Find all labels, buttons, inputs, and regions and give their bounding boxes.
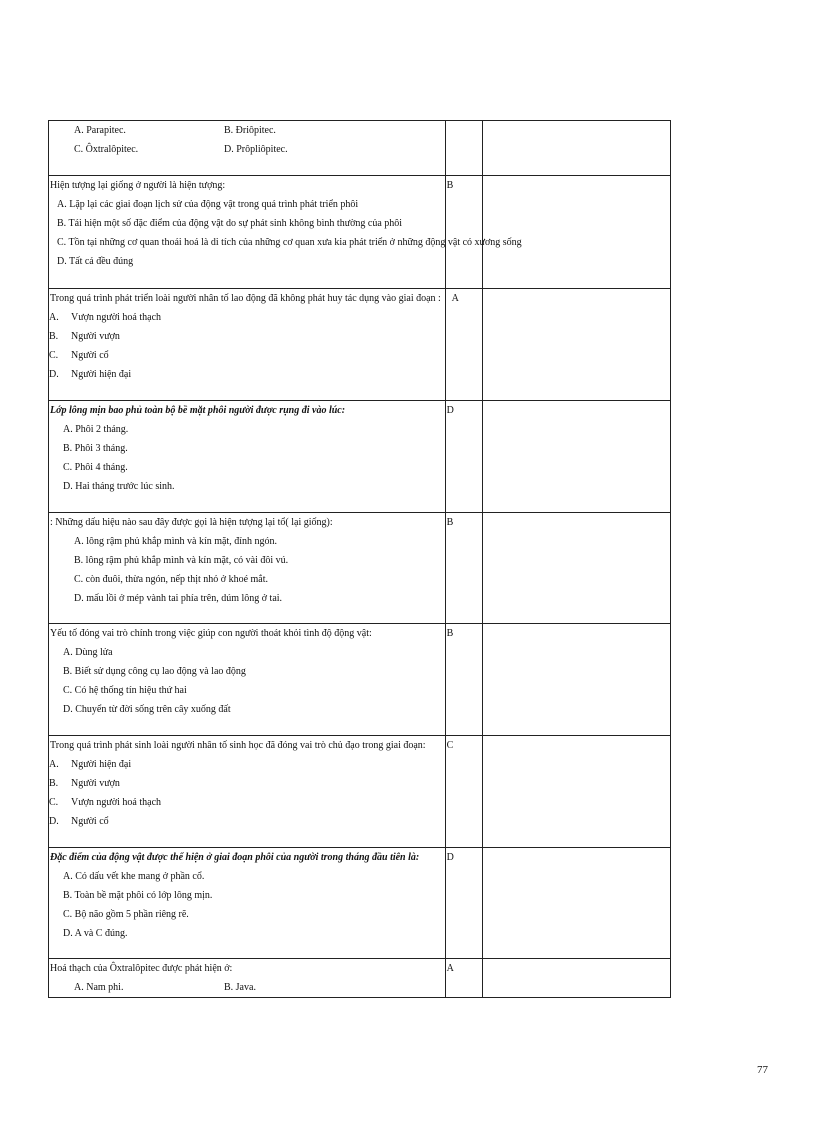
note-cell — [482, 624, 670, 736]
question-cell — [49, 121, 446, 176]
option: B. Người vượn — [49, 778, 120, 789]
note-cell — [482, 513, 670, 624]
option: A. Phôi 2 tháng. — [63, 424, 129, 435]
question-cell — [49, 736, 446, 848]
note-cell — [482, 289, 670, 401]
answer-cell — [445, 176, 482, 289]
answer-letter: B — [446, 628, 454, 639]
question-cell — [49, 959, 446, 998]
option: A. Parapitec. — [74, 125, 126, 136]
question-cell — [49, 176, 522, 289]
answer-cell — [445, 401, 482, 513]
question-text: Yếu tố đóng vai trò chính trong việc giúp con người thoát khỏi tình độ động vật: — [50, 628, 372, 639]
page-number: 77 — [757, 1064, 768, 1076]
table-row — [49, 736, 671, 848]
table-row — [49, 513, 671, 624]
question-cell — [49, 848, 446, 959]
option: A. lông rậm phủ khắp mình và kín mặt, đính ngón. — [74, 536, 278, 547]
answer-letter: C — [446, 740, 454, 751]
question-cell — [49, 401, 446, 513]
option: A. Người hiện đại — [49, 759, 132, 770]
option: B. Tái hiện một số đặc điểm của động vật do sự phát sinh không bình thường của phôi — [57, 218, 403, 229]
option: D. Tất cả đều đúng — [57, 256, 134, 267]
note-cell — [482, 848, 670, 959]
option: D. Người cổ — [49, 816, 109, 827]
answer-letter: D — [446, 852, 454, 863]
table-row — [49, 959, 671, 998]
option: A. Có dấu vết khe mang ở phần cổ. — [63, 871, 205, 882]
option: B. Biết sử dụng công cụ lao động và lao động — [63, 666, 246, 677]
option: D. mấu lồi ở mép vành tai phía trên, dúm lông ở tai. — [74, 593, 283, 604]
answer-letter: D — [446, 405, 454, 416]
question-cell — [49, 513, 446, 624]
answer-letter: B — [446, 517, 454, 528]
question-text: Đặc điểm của động vật được thể hiện ở giai đoạn phôi của người trong tháng đầu tiên là: — [50, 852, 420, 863]
question-text: Trong quá trình phát sinh loài người nhân tố sinh học đã đóng vai trò chủ đạo trong giai đoạn: — [50, 740, 426, 751]
option: C. Vượn người hoá thạch — [49, 797, 162, 808]
option: B. lông rậm phủ khắp mình và kín mặt, có vài đôi vú. — [74, 555, 289, 566]
option: A. Nam phi. — [74, 982, 124, 993]
question-cell — [49, 624, 446, 736]
option: A. Lặp lại các giai đoạn lịch sử của động vật trong quá trình phát triển phôi — [57, 199, 359, 210]
answer-cell — [445, 959, 482, 998]
option: C. còn đuôi, thừa ngón, nếp thịt nhỏ ở khoé mắt. — [74, 574, 269, 585]
question-text: Hiện tượng lại giống ở người là hiện tượng: — [50, 180, 226, 191]
question-text: Hoá thạch của Ôxtralôpitec được phát hiện ở: — [50, 963, 233, 974]
answer-cell — [445, 513, 482, 624]
answer-cell — [445, 736, 482, 848]
option-row — [49, 978, 445, 997]
answer-cell — [445, 121, 482, 176]
option: D. A và C đúng. — [63, 928, 128, 939]
option: B. Đriôpitec. — [224, 125, 276, 136]
table-row — [49, 289, 671, 401]
option: C. Bộ não gồm 5 phần riêng rẽ. — [63, 909, 189, 920]
option: B. Java. — [224, 982, 256, 993]
option: C. Người cổ — [49, 350, 109, 361]
answer-cell — [445, 848, 482, 959]
question-text: : Những dấu hiệu nào sau đây được gọi là hiện tượng lại tổ( lại giống): — [50, 517, 333, 528]
table-row — [49, 624, 671, 736]
option: D. Chuyển từ đời sống trên cây xuống đất — [63, 704, 231, 715]
table-row — [49, 401, 671, 513]
answer-letter: B — [446, 180, 454, 191]
question-cell — [49, 289, 446, 401]
note-cell — [482, 401, 670, 513]
question-table — [48, 120, 671, 998]
option: C. Phôi 4 tháng. — [63, 462, 128, 473]
table-row — [49, 848, 671, 959]
answer-letter: A — [451, 293, 459, 304]
option: C. Có hệ thống tín hiệu thứ hai — [63, 685, 187, 696]
option: A. Vượn người hoá thạch — [49, 312, 162, 323]
option: C. Ôxtralôpitec. — [74, 144, 139, 155]
answer-letter — [446, 125, 447, 136]
option: D. Người hiện đại — [49, 369, 132, 380]
question-text: Trong quá trình phát triển loài người nhân tố lao động đã không phát huy tác dụng vào giai đoạn : — [50, 293, 441, 304]
note-cell — [482, 121, 670, 176]
option: D. Prôpliôpitec. — [224, 144, 288, 155]
table-row — [49, 121, 671, 176]
note-cell — [482, 176, 670, 289]
option: B. Phôi 3 tháng. — [63, 443, 128, 454]
option-row — [49, 140, 445, 159]
answer-cell — [445, 624, 482, 736]
option: C. Tồn tại những cơ quan thoái hoá là di tích của những cơ quan xưa kia phát triển ở những động vật có xương sống — [57, 237, 522, 248]
note-cell — [482, 959, 670, 998]
option: A. Dùng lửa — [63, 647, 113, 658]
question-text: Lớp lông mịn bao phủ toàn bộ bề mặt phôi người được rụng đi vào lúc: — [50, 405, 346, 416]
option: B. Người vượn — [49, 331, 120, 342]
option: B. Toàn bề mặt phôi có lớp lông mịn. — [63, 890, 213, 901]
answer-letter: A — [446, 963, 454, 974]
table-row — [49, 176, 671, 289]
option: D. Hai tháng trước lúc sinh. — [63, 481, 175, 492]
answer-cell — [445, 289, 482, 401]
option-row — [49, 121, 445, 140]
note-cell — [482, 736, 670, 848]
